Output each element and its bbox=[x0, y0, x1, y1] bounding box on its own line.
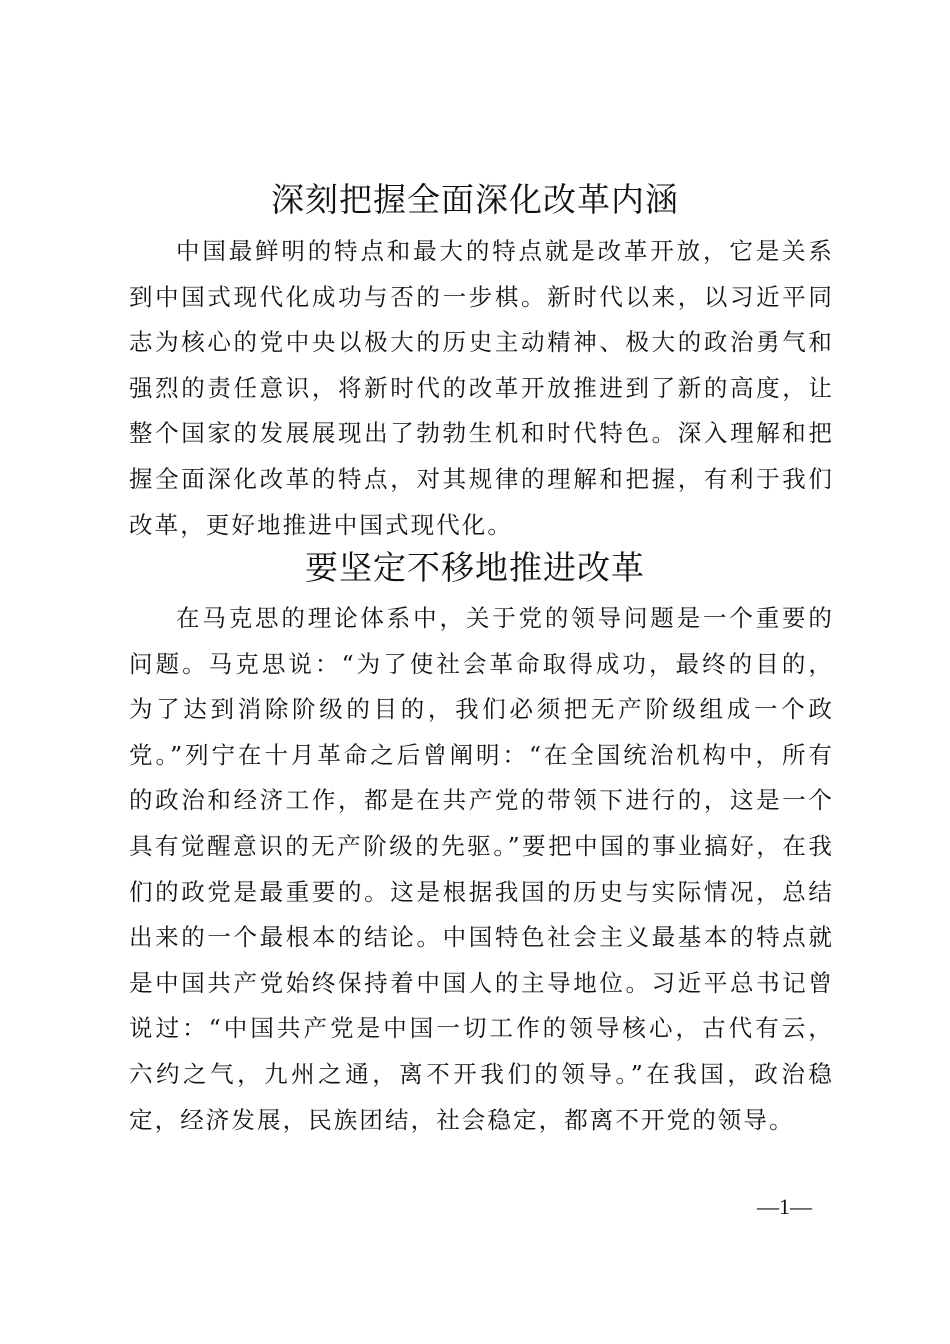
section-paragraph: 在马克思的理论体系中，关于党的领导问题是一个重要的问题。马克思说：“为了使社会革命取得成功，最终的目的，为了达到消除阶级的目的，我们必须把无产阶级组成一个政党。”列宁在十月革命之后曾阐明：“在全国统治机构中，所有的政治和经济工作，都是在共产党的带领下进行的，这是一个具有觉醒意识的无产阶级的先驱。”要把中国的事业搞好，在我们的政党是最重要的。这是根据我国的历史与实际情况，总结出来的一个最根本的结论。中国特色社会主义最基本的特点就是中国共产党始终保持着中国人的主导地位。习近平总书记曾说过：“中国共产党是中国一切工作的领导核心，古代有云，六约之气，九州之通，离不开我们的领导。”在我国，政治稳定，经济发展，民族团结，社会稳定，都离不开党的领导。 bbox=[129, 604, 834, 1134]
section-heading: 要坚定不移地推进改革 bbox=[305, 548, 645, 587]
intro-paragraph: 中国最鲜明的特点和最大的特点就是改革开放，它是关系到中国式现代化成功与否的一步棋。新时代以来，以习近平同志为核心的党中央以极大的历史主动精神、极大的政治勇气和强烈的责任意识，将新时代的改革开放推进到了新的高度，让整个国家的发展展现出了勃勃生机和时代特色。深入理解和把握全面深化改革的特点，对其规律的理解和把握，有利于我们改革，更好地推进中国式现代化。 bbox=[129, 237, 834, 539]
page-number: —1— bbox=[757, 1194, 812, 1219]
document-title: 深刻把握全面深化改革内涵 bbox=[271, 180, 679, 219]
